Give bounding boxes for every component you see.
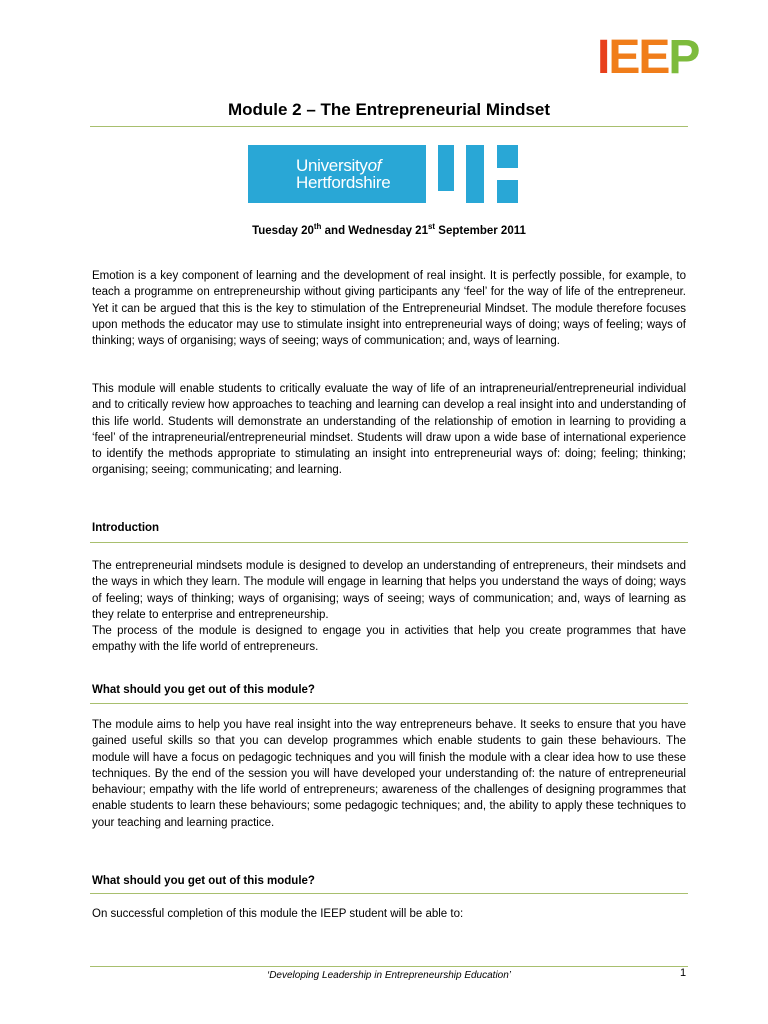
uh-letter-u-icon — [426, 145, 474, 203]
paragraph-aims: The module aims to help you have real insight into the way entrepreneurs behave. It seeks to ensure that you have gained useful skills so that you can develop programmes which enable students to gain these behaviours. The module will have a focus on pedagogic techniques and you will finish the module with a clear idea how to use these techniques. By the end of the session you will have developed your understanding of: the nature of entrepreneurial behaviour; empathy with the life world of entrepreneurs; awareness of the challenges of designing programmes that enable students to learn these behaviours; some pedagogic techniques; and, the ability to apply these techniques to your teaching and learning practice. — [92, 719, 686, 829]
page-title: Module 2 – The Entrepreneurial Mindset — [227, 100, 551, 119]
university-of: of — [367, 156, 382, 175]
heading-introduction: Introduction — [92, 522, 160, 534]
heading-divider — [90, 703, 688, 704]
date-day1: Tuesday 20 — [252, 224, 314, 237]
paragraph-emotion: Emotion is a key component of learning and the development of real insight. It is perfectly possible, for example, to teach a programme on entrepreneurship without giving participants any ‘feel’ for the way of life of the entrepreneur. Yet it can be argued that this is the key to stimulation of the Entrepreneurial Mindset. The module therefore focuses upon methods the educator may use to stimulate insight into entrepreneurial ways of doing; ways of feeling; ways of thinking; ways of organising; ways of seeing; ways of communication; and, ways of learning. — [92, 270, 686, 348]
university-hertfordshire: Hertfordshire — [296, 173, 391, 192]
heading-divider — [90, 893, 688, 894]
paragraph-completion: On successful completion of this module the IEEP student will be able to: — [92, 908, 464, 920]
footer-quote: ‘Developing Leadership in Entrepreneurship Education’ — [266, 970, 512, 981]
university-word: University — [296, 156, 368, 175]
logo-p: P — [668, 31, 699, 84]
event-date — [90, 222, 688, 237]
title-divider — [90, 126, 688, 127]
uh-letter-h-icon — [484, 145, 531, 203]
date-sup2: st — [427, 222, 436, 231]
university-name — [296, 157, 390, 191]
paragraph-introduction: The entrepreneurial mindsets module is designed to develop an understanding of entrepreneurs, their mindsets and the ways in which they learn. The module will engage in learning that helps you understand the ways of doing; ways of feeling; ways of thinking; ways of organising; ways of seeing; ways of communication; and, ways of learning as they relate to enterprise and entrepreneurship. — [92, 560, 686, 621]
heading-get-out-2: What should you get out of this module? — [92, 875, 315, 887]
logo-ee: EE — [608, 31, 669, 84]
ieep-logo — [597, 31, 699, 84]
footer-divider — [90, 966, 688, 967]
date-mid: and Wednesday 21 — [321, 224, 428, 237]
date-sup1: th — [313, 222, 322, 231]
logo-i: I — [597, 31, 609, 84]
date-end: September 2011 — [435, 224, 526, 237]
heading-divider — [90, 542, 688, 543]
paragraph-process: The process of the module is designed to engage you in activities that help you create programmes that have empathy with the life world of entrepreneurs. — [92, 625, 686, 654]
heading-get-out-1: What should you get out of this module? — [92, 684, 315, 696]
university-logo — [248, 145, 531, 203]
paragraph-module-enable: This module will enable students to critically evaluate the way of life of an intrapreneurial/entrepreneurial individual and to critically review how approaches to teaching and learning can develop a real insight into and understanding of this life world. Students will demonstrate an understanding of the relationship of emotion in learning to providing a ‘feel’ of the intrapreneurial/entrepreneurial mindset. Students will draw upon a wide base of international experience to identify the methods appropriate to stimulating an insight into entrepreneurial ways of: doing; feeling; thinking; organising; seeing; communicating; and learning. — [92, 383, 686, 477]
page-number: 1 — [680, 967, 687, 979]
